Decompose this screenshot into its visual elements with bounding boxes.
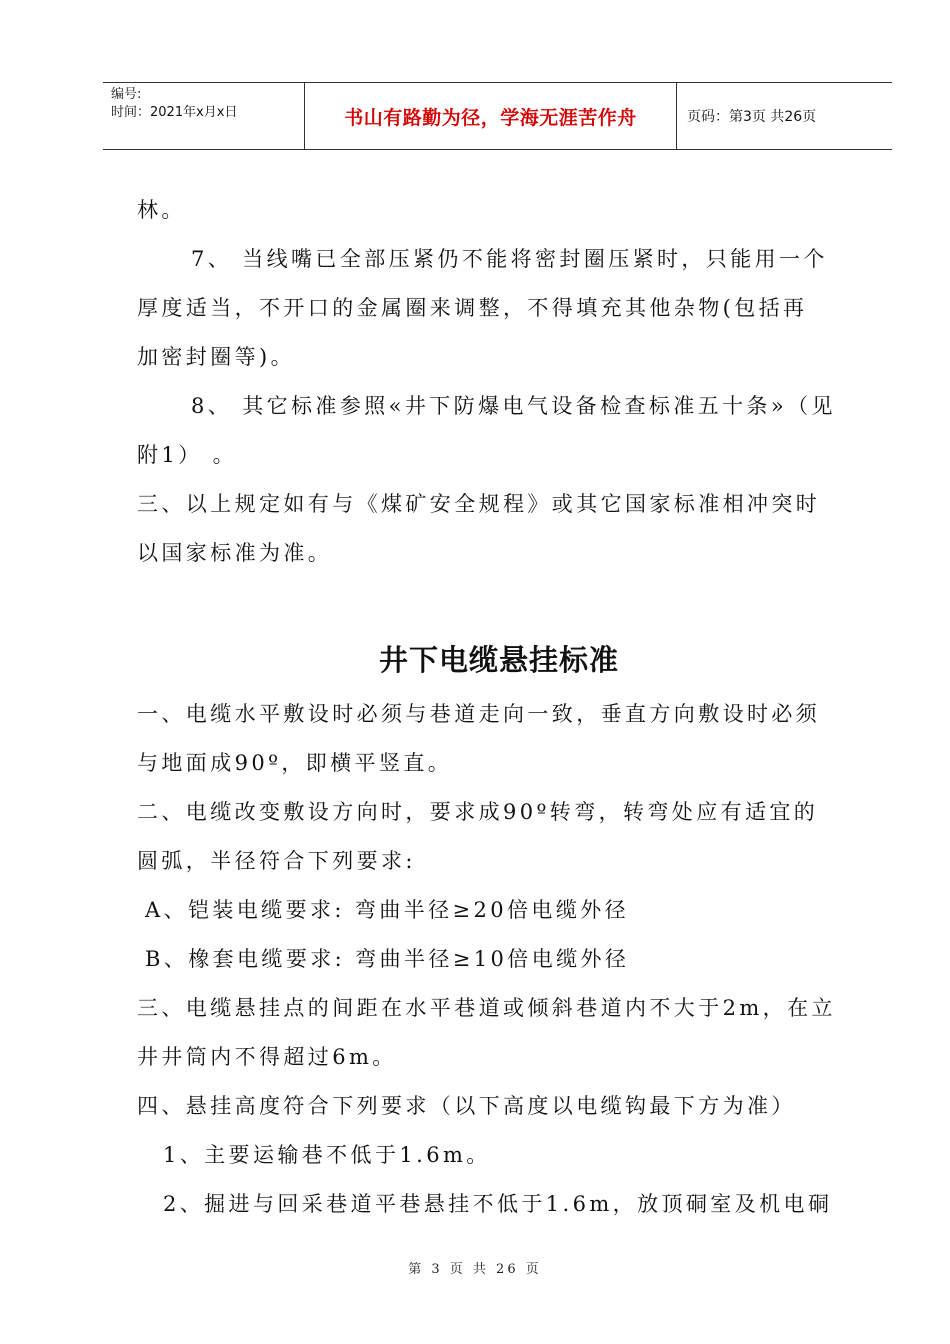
cable-rule-3-line-2: 井井筒内不得超过6m。	[137, 1045, 397, 1069]
paragraph-end-line: 林。	[137, 198, 186, 222]
item-7-line-3: 加密封圈等)。	[137, 345, 295, 369]
cable-rule-3-line-1: 三、电缆悬挂点的间距在水平巷道或倾斜巷道内不大于2m，在立	[137, 996, 836, 1020]
item-7-line-2: 厚度适当，不开口的金属圈来调整，不得填充其他杂物(包括再	[137, 296, 808, 320]
header-motto-cell	[305, 83, 677, 149]
page-header	[103, 82, 892, 150]
cable-rule-4-line-1: 四、悬挂高度符合下列要求（以下高度以电缆钩最下方为准）	[137, 1094, 796, 1118]
section-gap	[137, 578, 861, 630]
rule-3-line-1: 三、以上规定如有与《煤矿安全规程》或其它国家标准相冲突时	[137, 492, 821, 516]
cable-rule-2-b: B、橡套电缆要求: 弯曲半径≥10倍电缆外径	[145, 947, 630, 971]
date-label: 时间：2021年x月x日	[111, 105, 238, 120]
cable-rule-4-item-2: 2、掘进与回采巷道平巷悬挂不低于1.6m，放顶硐室及机电硐	[163, 1192, 833, 1216]
cable-rule-1-line-1: 一、电缆水平敷设时必须与巷道走向一致，垂直方向敷设时必须	[137, 702, 821, 726]
cable-rule-4-item-1: 1、主要运输巷不低于1.6m。	[163, 1143, 491, 1167]
cable-rule-2-line-1: 二、电缆改变敷设方向时，要求成90º转弯，转弯处应有适宜的	[137, 800, 819, 824]
item-7-line-1: 7、 当线嘴已全部压紧仍不能将密封圈压紧时，只能用一个	[191, 247, 828, 271]
number-label: 编号:	[111, 87, 142, 102]
page-info-text: 页码：第3页 共26页	[687, 109, 817, 125]
rule-3-line-2: 以国家标准为准。	[137, 541, 333, 565]
cable-rule-2-a: A、铠装电缆要求: 弯曲半径≥20倍电缆外径	[145, 898, 630, 922]
header-page-info	[677, 83, 892, 149]
section-title: 井下电缆悬挂标准	[378, 643, 619, 677]
document-body	[137, 186, 861, 1229]
page-footer: 第 3 页 共 26 页	[408, 1262, 542, 1277]
header-meta	[103, 83, 305, 149]
cable-rule-1-line-2: 与地面成90º，即横平竖直。	[137, 751, 453, 775]
item-8-line-1: 8、 其它标准参照«井下防爆电气设备检查标准五十条»（见	[191, 394, 836, 418]
motto-text: 书山有路勤为径，学海无涯苦作舟	[344, 106, 637, 129]
item-8-line-2: 附1） 。	[137, 443, 238, 467]
cable-rule-2-line-2: 圆弧，半径符合下列要求:	[137, 849, 416, 873]
